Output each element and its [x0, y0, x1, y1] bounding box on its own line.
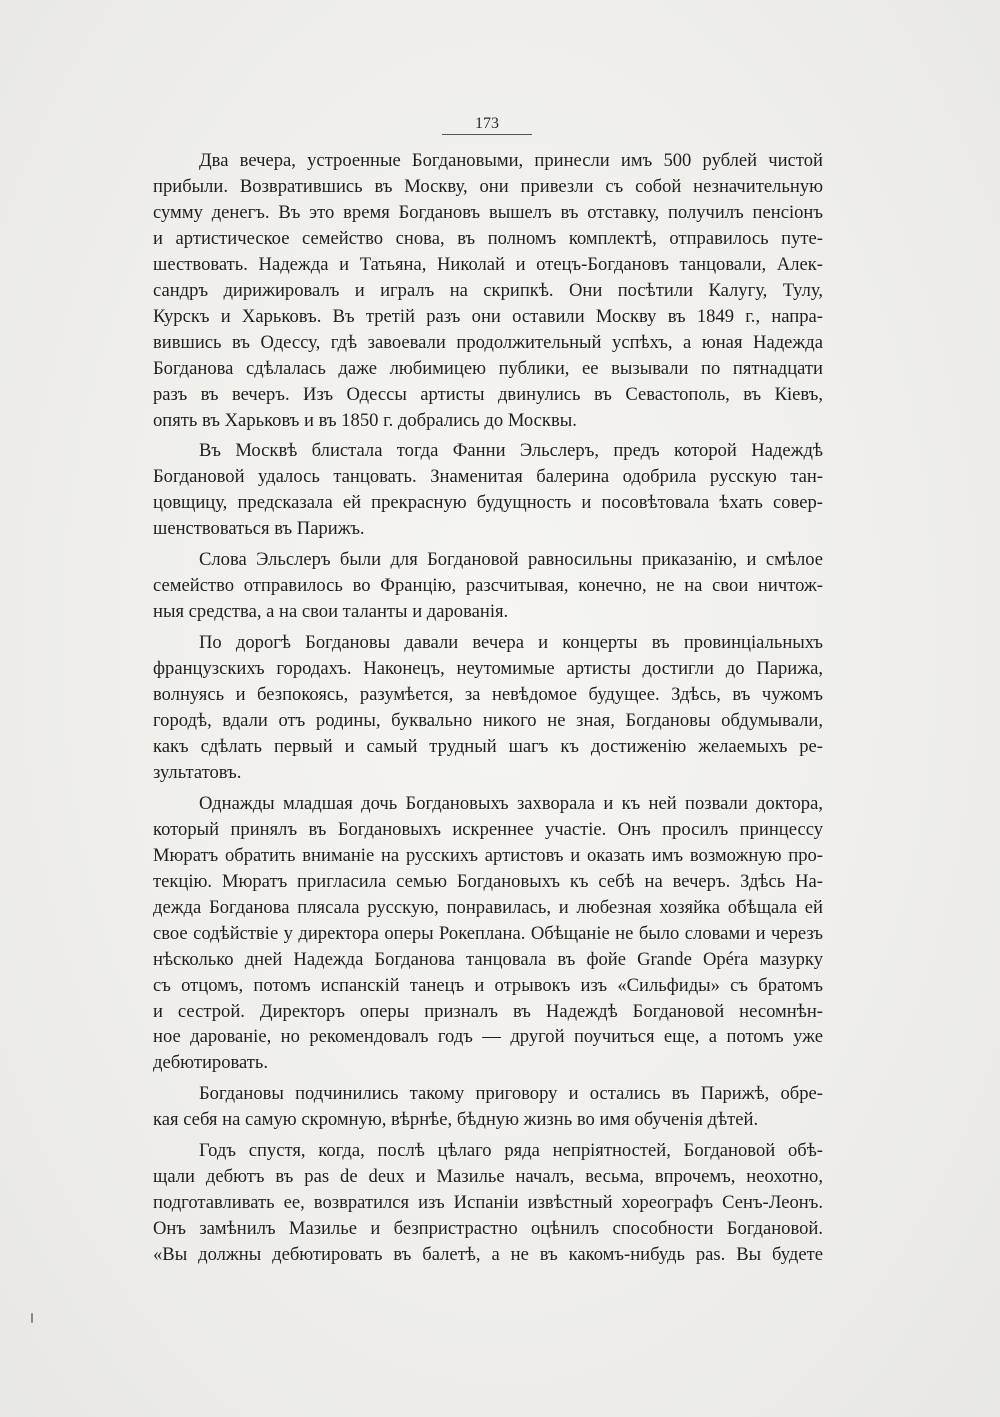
text-line: Годъ спустя, когда, послѣ цѣлаго ряда непріятностей, Богдановой обѣ-: [199, 1140, 823, 1162]
text-line: съ отцомъ, потомъ испанскій танецъ и отрывокъ изъ «Сильфиды» съ братомъ: [153, 974, 823, 996]
text-line: сандръ дирижировалъ и игралъ на скрипкѣ. Они посѣтили Калугу, Тулу,: [153, 279, 823, 301]
text-line: подготавливать ее, возвратился изъ Испаніи извѣстный хореографъ Сенъ-Леонъ.: [153, 1192, 823, 1214]
text-line: городѣ, вдали отъ родины, буквально никого не зная, Богдановы обдумывали,: [153, 710, 823, 732]
paragraph: [153, 791, 823, 1076]
text-line: дежда Богданова плясала русскую, понравилась, и любезная хозяйка обѣщала ей: [153, 896, 823, 918]
text-line: текцію. Мюратъ пригласила семью Богдановыхъ къ себѣ на вечеръ. Здѣсь На-: [153, 870, 823, 892]
paragraph: [153, 1138, 823, 1268]
body-text: [153, 148, 823, 1268]
text-line: ное дарованіе, но рекомендовалъ годъ — другой поучиться еще, а потомъ уже: [153, 1026, 823, 1048]
text-line: французскихъ городахъ. Наконецъ, неутомимые артисты достигли до Парижа,: [153, 658, 823, 680]
paragraph: [153, 148, 823, 433]
text-line: Курскъ и Харьковъ. Въ третій разъ они оставили Москву въ 1849 г., напра-: [153, 305, 823, 327]
text-line: разъ въ вечеръ. Изъ Одессы артисты двинулись въ Севастополь, въ Кіевъ,: [153, 383, 823, 405]
paragraph: [153, 438, 823, 542]
text-line: Богдановы подчинились такому приговору и остались въ Парижѣ, обре-: [199, 1083, 823, 1105]
text-line: шенствоваться въ Парижъ.: [153, 518, 365, 540]
text-line: который принялъ въ Богдановыхъ искреннее участіе. Онъ просилъ принцессу: [153, 818, 823, 840]
page-number: 173: [442, 116, 532, 135]
text-line: свое содѣйствіе у директора оперы Рокеплана. Обѣщаніе не было словами и черезъ: [153, 922, 823, 944]
paragraph: [153, 630, 823, 786]
text-line: и артистическое семейство снова, въ полномъ комплектѣ, отправилось путе-: [153, 227, 823, 249]
text-line: Богданова сдѣлалась даже любимицею публики, ее вызывали по пятнадцати: [153, 357, 823, 379]
text-line: Въ Москвѣ блистала тогда Фанни Эльслеръ, предъ которой Надеждѣ: [199, 440, 823, 462]
text-line: шествовать. Надежда и Татьяна, Николай и отецъ-Богдановъ танцовали, Алек-: [153, 253, 823, 275]
paper-speck: [31, 1313, 33, 1323]
text-line: какъ сдѣлать первый и самый трудный шагъ къ достиженію желаемыхъ ре-: [153, 735, 823, 757]
text-line: Мюратъ обратить вниманіе на русскихъ артистовъ и оказать имъ возможную про-: [153, 844, 823, 866]
text-line: нѣсколько дней Надежда Богданова танцовала въ фойе Grande Opéra мазурку: [153, 948, 823, 970]
text-line: сумму денегъ. Въ это время Богдановъ вышелъ въ отставку, получилъ пенсіонъ: [153, 201, 823, 223]
text-line: зультатовъ.: [153, 761, 242, 783]
paragraph: [153, 1081, 823, 1133]
text-line: Слова Эльслеръ были для Богдановой равносильны приказанію, и смѣлое: [199, 549, 823, 571]
text-line: ныя средства, а на свои таланты и дарованія.: [153, 601, 509, 623]
paragraph: [153, 547, 823, 625]
text-line: и сестрой. Директоръ оперы призналъ въ Надеждѣ Богдановой несомнѣн-: [153, 1000, 823, 1022]
text-line: семейство отправилось во Францію, разсчитывая, конечно, не на свои ничтож-: [153, 575, 823, 597]
text-line: вившись въ Одессу, гдѣ завоевали продолжительный успѣхъ, а юная Надежда: [153, 331, 823, 353]
text-line: Однажды младшая дочь Богдановыхъ захворала и къ ней позвали доктора,: [199, 792, 823, 814]
text-line: волнуясь и безпокоясь, разумѣется, за невѣдомое будущее. Здѣсь, въ чужомъ: [153, 684, 823, 706]
text-line: Онъ замѣнилъ Мазилье и безпристрастно оцѣнилъ способности Богдановой.: [153, 1218, 823, 1240]
text-line: щали дебютъ въ pas de deux и Мазилье началъ, весьма, впрочемъ, неохотно,: [153, 1166, 823, 1188]
text-line: Два вечера, устроенные Богдановыми, принесли имъ 500 рублей чистой: [199, 150, 823, 171]
text-line: «Вы должны дебютировать въ балетѣ, а не въ какомъ-нибудь pas. Вы будете: [153, 1244, 823, 1266]
text-line: дебютировать.: [153, 1052, 269, 1074]
text-line: прибыли. Возвратившись въ Москву, они привезли съ собой незначительную: [153, 175, 823, 197]
text-line: кая себя на самую скромную, вѣрнѣе, бѣдную жизнь во имя обученія дѣтей.: [153, 1109, 759, 1131]
text-line: опять въ Харьковъ и въ 1850 г. добрались до Москвы.: [153, 409, 577, 431]
text-line: Богдановой удалось танцовать. Знаменитая балерина одобрила русскую тан-: [153, 466, 823, 488]
text-line: По дорогѣ Богдановы давали вечера и концерты въ провинціальныхъ: [199, 632, 823, 654]
text-line: цовщицу, предсказала ей прекрасную будущность и посовѣтовала ѣхать совер-: [153, 492, 823, 514]
